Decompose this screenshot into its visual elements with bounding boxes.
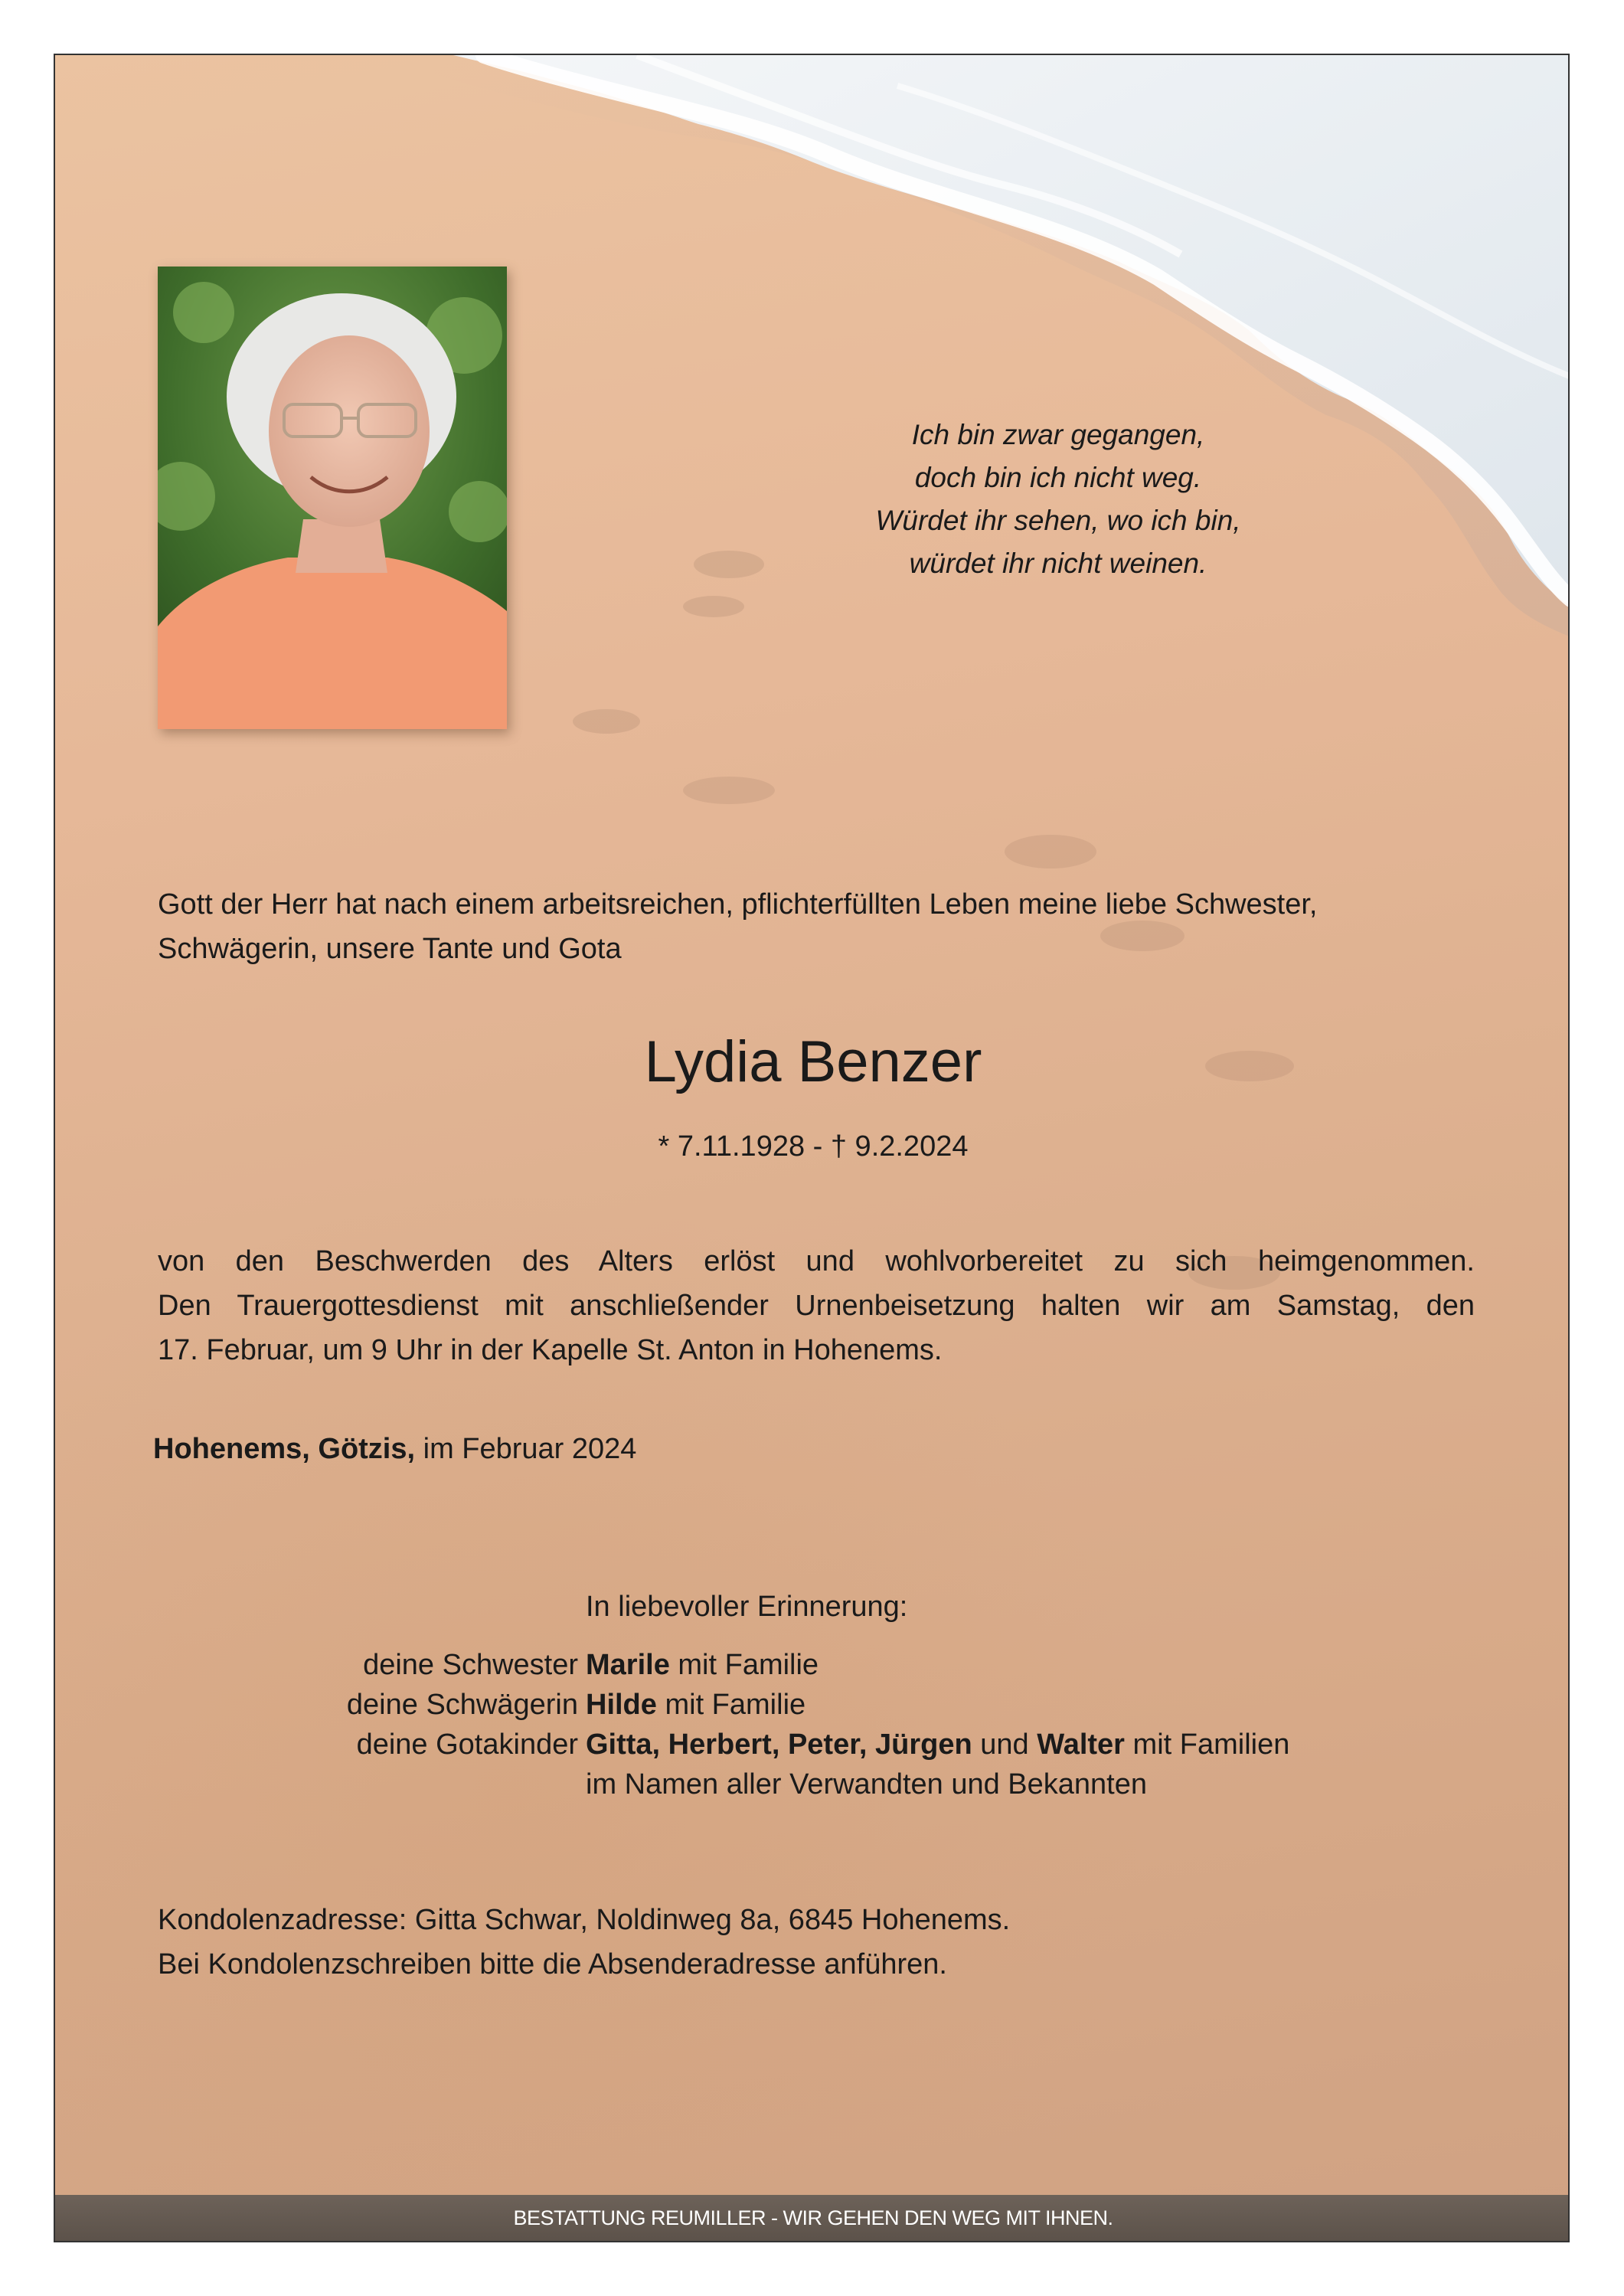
- mourner-suffix: mit Familie: [665, 1689, 806, 1721]
- poem-line: Würdet ihr sehen, wo ich bin,: [875, 505, 1241, 536]
- mourner-name-bold: Walter: [1037, 1729, 1125, 1761]
- condolence-line: Bei Kondolenzschreiben bitte die Absenderadresse anführen.: [158, 1948, 947, 1980]
- mourner-names: [586, 1685, 805, 1725]
- poem: [783, 414, 1334, 585]
- mourners-closing: im Namen aller Verwandten und Bekannten: [586, 1768, 1148, 1800]
- life-dates: * 7.11.1928 - † 9.2.2024: [658, 1130, 969, 1163]
- poem-line: Ich bin zwar gegangen,: [911, 419, 1205, 450]
- mourner-name-bold: Gitta, Herbert, Peter, Jürgen: [586, 1729, 972, 1761]
- mourners-list: [55, 1645, 1570, 1804]
- places: Hohenems, Götzis,: [153, 1433, 416, 1465]
- mourner-suffix: mit Familien: [1132, 1729, 1290, 1761]
- obituary-card: [54, 54, 1570, 2242]
- announcement-text: [158, 1239, 1475, 1372]
- mourner-names: [586, 1725, 1289, 1765]
- poem-line: würdet ihr nicht weinen.: [909, 548, 1207, 579]
- intro-line: Schwägerin, unsere Tante und Gota: [158, 933, 622, 965]
- announcement-line: 17. Februar, um 9 Uhr in der Kapelle St. Anton in Hohenems.: [158, 1334, 943, 1366]
- mourner-relation: deine Gotakinder: [356, 1729, 578, 1761]
- announcement-line: Den Trauergottesdienst mit anschließender Urnenbeisetzung halten wir am Samstag, den: [158, 1290, 1475, 1322]
- poem-line: doch bin ich nicht weg.: [914, 462, 1202, 493]
- portrait-photo: [158, 267, 507, 729]
- date: im Februar 2024: [423, 1433, 637, 1465]
- place-date-line: [153, 1428, 636, 1470]
- mourner-name-bold: Hilde: [586, 1689, 657, 1721]
- intro-line: Gott der Herr hat nach einem arbeitsreichen, pflichterfüllten Leben meine liebe Schwester,: [158, 888, 1318, 921]
- footer-banner: BESTATTUNG REUMILLER - WIR GEHEN DEN WEG MIT IHNEN.: [55, 2195, 1570, 2241]
- condolence-address: [158, 1898, 1010, 1987]
- portrait-icon: [158, 267, 507, 729]
- intro-text: [158, 882, 1528, 971]
- announcement-line: von den Beschwerden des Alters erlöst und wohlvorbereitet zu sich heimgenommen.: [158, 1245, 1475, 1277]
- deceased-name: Lydia Benzer: [644, 1029, 982, 1094]
- mourner-row: [55, 1645, 1570, 1685]
- mourner-names: [586, 1645, 819, 1685]
- mourner-relation: deine Schwägerin: [346, 1689, 578, 1721]
- mourner-conjunction: und: [980, 1729, 1029, 1761]
- mourner-row: [55, 1765, 1570, 1804]
- mourner-row: [55, 1685, 1570, 1725]
- mourner-suffix: mit Familie: [678, 1649, 819, 1681]
- condolence-line: Kondolenzadresse: Gitta Schwar, Noldinweg 8a, 6845 Hohenems.: [158, 1904, 1011, 1936]
- mourner-name-bold: Marile: [586, 1649, 670, 1681]
- mourner-row: [55, 1725, 1570, 1765]
- mourners-heading: In liebevoller Erinnerung:: [586, 1591, 908, 1623]
- mourner-relation: deine Schwester: [363, 1649, 578, 1681]
